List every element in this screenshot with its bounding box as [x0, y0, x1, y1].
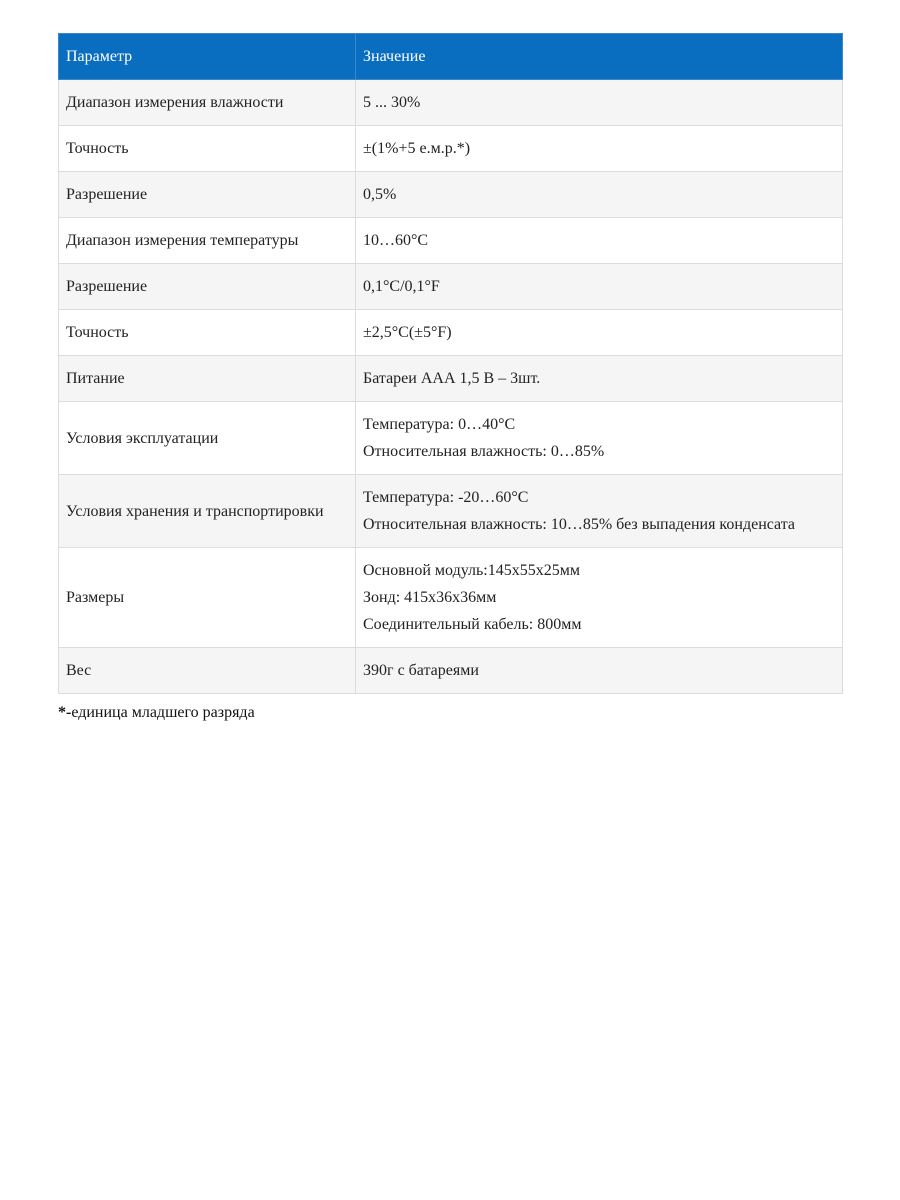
value-line: 5 ... 30% [363, 94, 421, 111]
value-cell [356, 548, 843, 648]
footnote-text: единица младшего разряда [71, 704, 255, 721]
table-row [59, 310, 843, 356]
param-cell: Точность [59, 310, 356, 356]
table-row [59, 218, 843, 264]
table-row [59, 172, 843, 218]
value-line: Соединительный кабель: 800мм [363, 616, 582, 633]
value-cell [356, 475, 843, 548]
value-line: Зонд: 415х36х36мм [363, 589, 497, 606]
value-cell [356, 402, 843, 475]
table-row [59, 80, 843, 126]
table-row [59, 475, 843, 548]
value-cell [356, 80, 843, 126]
spec-table [58, 33, 843, 694]
value-cell [356, 356, 843, 402]
param-cell: Разрешение [59, 264, 356, 310]
param-cell: Размеры [59, 548, 356, 648]
param-cell: Точность [59, 126, 356, 172]
param-cell: Диапазон измерения температуры [59, 218, 356, 264]
value-cell [356, 648, 843, 694]
value-cell [356, 264, 843, 310]
value-line: Относительная влажность: 10…85% без выпадения конденсата [363, 516, 796, 533]
value-line: ±(1%+5 е.м.р.*) [363, 140, 471, 157]
value-line: 0,1°C/0,1°F [363, 278, 440, 295]
value-line: Относительная влажность: 0…85% [363, 443, 605, 460]
table-row [59, 648, 843, 694]
value-cell [356, 172, 843, 218]
param-cell: Условия хранения и транспортировки [59, 475, 356, 548]
value-line: 0,5% [363, 186, 397, 203]
header-param: Параметр [59, 34, 356, 80]
table-row [59, 126, 843, 172]
param-cell: Диапазон измерения влажности [59, 80, 356, 126]
table-row [59, 264, 843, 310]
param-cell: Питание [59, 356, 356, 402]
header-value: Значение [356, 34, 843, 80]
value-cell [356, 310, 843, 356]
param-cell: Разрешение [59, 172, 356, 218]
value-line: 390г с батареями [363, 662, 479, 679]
table-row [59, 548, 843, 648]
param-cell: Вес [59, 648, 356, 694]
table-header-row [59, 34, 843, 80]
value-cell [356, 126, 843, 172]
value-line: Батареи ААА 1,5 В – 3шт. [363, 370, 541, 387]
table-row [59, 402, 843, 475]
value-line: 10…60°C [363, 232, 429, 249]
value-line: Основной модуль:145х55х25мм [363, 562, 580, 579]
param-cell: Условия эксплуатации [59, 402, 356, 475]
value-line: Температура: -20…60°C [363, 489, 529, 506]
footnote-marker: *- [58, 704, 72, 721]
table-row [59, 356, 843, 402]
value-cell [356, 218, 843, 264]
value-line: ±2,5°C(±5°F) [363, 324, 452, 341]
value-line: Температура: 0…40°C [363, 416, 516, 433]
footnote [58, 704, 255, 722]
